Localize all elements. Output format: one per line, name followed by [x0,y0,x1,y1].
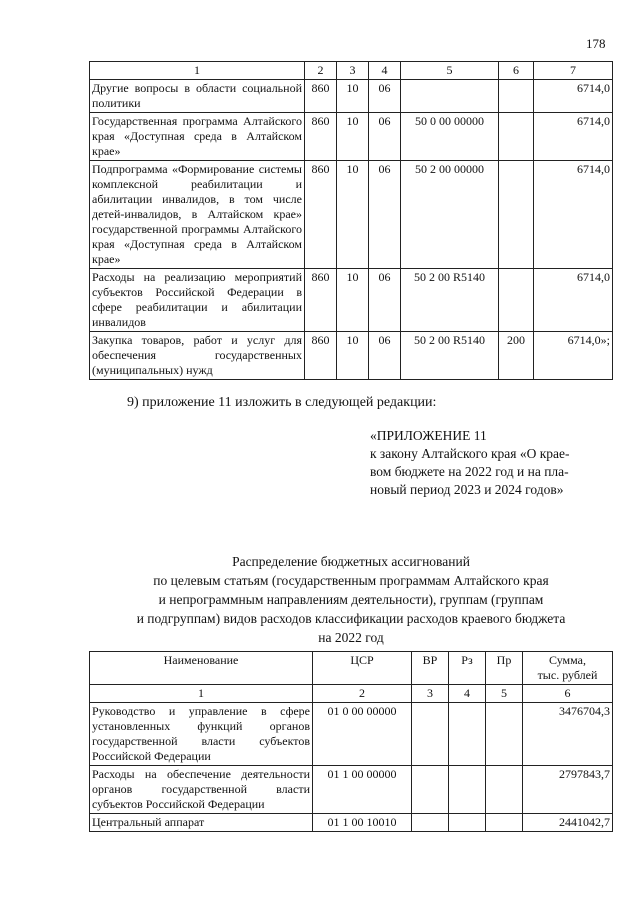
row-cell: 10 [337,269,369,332]
row-cell: 50 2 00 R5140 [401,332,499,380]
header-vr: ВР [412,652,449,685]
row-cell: 860 [305,161,337,269]
number-cell: 1 [90,685,313,703]
row-name: Закупка товаров, работ и услуг для обеспечения государственных (муниципальных) нужд [90,332,305,380]
row-csr: 01 0 00 00000 [313,703,412,766]
header-sum-line: Сумма, [549,653,586,667]
row-cell: 860 [305,80,337,113]
appendix-line: новый период 2023 и 2024 годов» [370,482,564,497]
appendix-heading [370,427,600,499]
row-amount: 6714,0»; [534,332,613,380]
table-row [90,766,613,814]
row-cell: 860 [305,113,337,161]
title-line: на 2022 год [318,630,384,645]
title-line: Распределение бюджетных ассигнований [232,554,470,569]
number-cell: 4 [449,685,486,703]
table-row [90,80,613,113]
header-sum [523,652,613,685]
header-cell: 6 [499,62,534,80]
row-name: Другие вопросы в области социальной политики [90,80,305,113]
row-cell: 50 2 00 00000 [401,161,499,269]
table-number-row [90,685,613,703]
header-name: Наименование [90,652,313,685]
row-name: Расходы на реализацию мероприятий субъектов Российской Федерации в сфере реабилитации и абилитации инвалидов [90,269,305,332]
header-cell: 3 [337,62,369,80]
header-csr: ЦСР [313,652,412,685]
row-name: Центральный аппарат [90,814,313,832]
row-cell: 200 [499,332,534,380]
row-name: Руководство и управление в сфере установленных функций органов государственной власти субъектов Российской Федерации [90,703,313,766]
row-cell: 06 [369,113,401,161]
title-line: и непрограммным направлениям деятельности), группам (группам [158,592,544,607]
document-title [90,552,612,647]
header-sum-line: тыс. рублей [537,668,598,682]
title-line: по целевым статьям (государственным программам Алтайского края [153,573,549,588]
header-cell: 5 [401,62,499,80]
row-cell: 860 [305,332,337,380]
header-cell: 2 [305,62,337,80]
row-cell: 10 [337,80,369,113]
table-row [90,269,613,332]
header-cell: 4 [369,62,401,80]
appendix-line: к закону Алтайского края «О крае- [370,446,570,461]
row-cell: 06 [369,269,401,332]
row-vr [412,766,449,814]
table-header-row [90,62,613,80]
table-row [90,703,613,766]
table-row [90,332,613,380]
row-amount: 6714,0 [534,80,613,113]
row-name: Подпрограмма «Формирование системы комплексной реабилитации и абилитации инвалидов, в том числе детей-инвалидов, в Алтайском крае» государственной программы Алтайского края «Доступная среда в Алтайском крае» [90,161,305,269]
row-pr [486,703,523,766]
header-rz: Рз [449,652,486,685]
allocation-table [89,651,613,832]
page-number: 178 [586,36,606,51]
row-csr: 01 1 00 10010 [313,814,412,832]
row-pr [486,814,523,832]
header-cell: 1 [90,62,305,80]
appendix-line: «ПРИЛОЖЕНИЕ 11 [370,428,487,443]
row-cell: 06 [369,332,401,380]
row-amount: 6714,0 [534,269,613,332]
row-cell [401,80,499,113]
row-amount: 2797843,7 [523,766,613,814]
row-name: Государственная программа Алтайского края «Доступная среда в Алтайском крае» [90,113,305,161]
row-cell: 860 [305,269,337,332]
row-cell: 06 [369,161,401,269]
row-cell [499,269,534,332]
row-cell: 50 2 00 R5140 [401,269,499,332]
header-cell: 7 [534,62,613,80]
table-row [90,113,613,161]
row-cell: 50 0 00 00000 [401,113,499,161]
row-cell: 06 [369,80,401,113]
appendix-line: вом бюджете на 2022 год и на пла- [370,464,569,479]
row-cell [499,80,534,113]
row-rz [449,703,486,766]
row-cell: 10 [337,332,369,380]
row-csr: 01 1 00 00000 [313,766,412,814]
row-vr [412,703,449,766]
row-rz [449,814,486,832]
number-cell: 6 [523,685,613,703]
row-amount: 3476704,3 [523,703,613,766]
number-cell: 5 [486,685,523,703]
budget-table-continued [89,61,613,380]
row-cell [499,161,534,269]
row-cell: 10 [337,161,369,269]
table-row [90,814,613,832]
header-pr: Пр [486,652,523,685]
row-rz [449,766,486,814]
row-vr [412,814,449,832]
table-header-row [90,652,613,685]
row-pr [486,766,523,814]
row-name: Расходы на обеспечение деятельности органов государственной власти субъектов Российской Федерации [90,766,313,814]
number-cell: 3 [412,685,449,703]
table-row [90,161,613,269]
row-amount: 6714,0 [534,113,613,161]
row-cell [499,113,534,161]
number-cell: 2 [313,685,412,703]
row-cell: 10 [337,113,369,161]
row-amount: 6714,0 [534,161,613,269]
title-line: и подгруппам) видов расходов классификации расходов краевого бюджета [136,611,566,626]
amendment-instruction: 9) приложение 11 изложить в следующей редакции: [127,395,437,410]
row-amount: 2441042,7 [523,814,613,832]
